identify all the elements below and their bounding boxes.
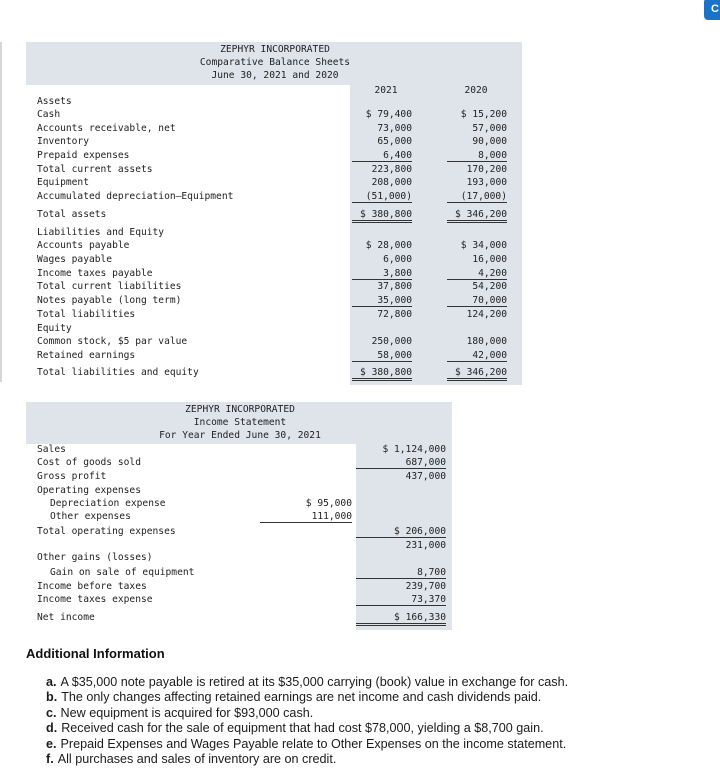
bs-value-2020: 42,000 (447, 349, 507, 362)
item-letter: d. (46, 721, 58, 736)
bs-title-company: ZEPHYR INCORPORATED (220, 44, 330, 55)
bs-value-2021: 58,000 (352, 349, 412, 362)
bs-value-2021: 35,000 (352, 294, 412, 307)
bs-value-2020: 124,200 (466, 309, 507, 320)
is-detail-value: $ 95,000 (305, 498, 352, 509)
is-detail-value (260, 443, 352, 455)
bs-row-label: Common stock, $5 par value (37, 336, 188, 347)
is-detail-value (260, 525, 352, 537)
is-total-value (356, 510, 446, 522)
is-detail-value (260, 539, 352, 551)
is-total-value: $ 206,000 (356, 525, 446, 538)
bs-row-label: Retained earnings (37, 350, 136, 361)
item-text: Received cash for the sale of equipment that had cost $78,000, yielding a $8,700 gain. (61, 721, 544, 736)
left-edge-bar (0, 42, 2, 382)
bs-value-2021 (352, 322, 412, 334)
is-row-label: Cost of goods sold (37, 457, 141, 468)
is-row-label: Gross profit (37, 471, 107, 482)
is-detail-value (260, 470, 352, 482)
is-total-value: 73,370 (356, 593, 446, 606)
bs-value-2021: (51,000) (352, 190, 412, 203)
bs-row-label: Total liabilities and equity (37, 367, 199, 378)
is-row-label: Depreciation expense (50, 498, 166, 509)
bs-row-label: Total liabilities (37, 309, 136, 320)
bs-title-statement: Comparative Balance Sheets (199, 57, 351, 68)
is-row-label: Other expenses (50, 511, 131, 522)
bs-value-2021: 73,000 (377, 123, 412, 134)
bs-value-2020: 16,000 (472, 254, 507, 265)
bs-value-2021: 37,800 (377, 281, 412, 292)
is-row-label: Gain on sale of equipment (50, 567, 195, 578)
corner-button[interactable]: C (704, 0, 720, 20)
bs-value-2021: $ 79,400 (365, 109, 412, 120)
bs-row-label: Equity (37, 323, 72, 334)
bs-year-2021: 2021 (374, 85, 398, 96)
bs-value-2021: 223,800 (371, 164, 412, 175)
item-letter: c. (46, 705, 57, 720)
bs-value-2021 (352, 95, 412, 107)
is-row-label: Income taxes expense (37, 594, 153, 605)
is-detail-value (260, 551, 352, 563)
bs-row-label: Accumulated depreciation—Equipment (37, 191, 234, 202)
item-text: The only changes affecting retained earnings are net income and cash dividends paid. (61, 690, 542, 705)
is-total-value: $ 166,330 (356, 611, 446, 626)
bs-row-label: Liabilities and Equity (37, 227, 165, 238)
additional-info-item (46, 675, 568, 689)
bs-value-2020: $ 34,000 (460, 240, 507, 251)
bs-value-2021: 6,400 (352, 149, 412, 162)
item-letter: f. (46, 752, 54, 766)
bs-value-2021: 72,800 (377, 309, 412, 320)
bs-value-2020: $ 15,200 (460, 109, 507, 120)
bs-value-2020: 193,000 (466, 177, 507, 188)
bs-value-2020: 54,200 (472, 281, 507, 292)
is-total-value: $ 1,124,000 (382, 444, 446, 455)
bs-value-2020 (447, 322, 507, 334)
bs-year-2020: 2020 (464, 85, 488, 96)
bs-row-label: Total current assets (37, 164, 153, 175)
bs-row-label: Total assets (37, 209, 107, 220)
is-title-period: For Year Ended June 30, 2021 (159, 430, 321, 441)
is-title-company: ZEPHYR INCORPORATED (185, 404, 295, 415)
bs-value-2021: 208,000 (371, 177, 412, 188)
is-detail-value (260, 566, 352, 578)
bs-value-2020: 57,000 (472, 123, 507, 134)
is-total-value: 437,000 (405, 471, 446, 482)
bs-value-2020: 8,000 (447, 149, 507, 162)
bs-value-2020: 180,000 (466, 336, 507, 347)
bs-value-2020: (17,000) (447, 190, 507, 203)
bs-value-2021: 65,000 (377, 136, 412, 147)
bs-value-2020: 70,000 (447, 294, 507, 307)
is-row-label: Total operating expenses (37, 526, 176, 537)
item-text: A $35,000 note payable is retired at its $35,000 carrying (book) value in exchange for cash. (60, 675, 569, 689)
item-letter: e. (46, 736, 57, 751)
is-total-value: 8,700 (356, 566, 446, 579)
additional-info-item (46, 690, 541, 704)
bs-value-2021: $ 380,800 (352, 366, 412, 381)
bs-value-2020: $ 346,200 (447, 366, 507, 381)
is-detail-value (260, 484, 352, 496)
bs-value-2021: 3,800 (352, 267, 412, 280)
item-text: New equipment is acquired for $93,000 cash. (60, 705, 314, 720)
is-detail-value (260, 456, 352, 468)
is-total-value (356, 497, 446, 509)
bs-value-2021: $ 380,800 (352, 208, 412, 223)
item-letter: b. (46, 690, 58, 705)
bs-value-2021 (352, 226, 412, 238)
bs-value-2021: 6,000 (383, 254, 412, 265)
item-text: All purchases and sales of inventory are on credit. (57, 752, 337, 766)
additional-info-heading: Additional Information (26, 646, 165, 661)
bs-row-label: Equipment (37, 177, 89, 188)
bs-row-label: Wages payable (37, 254, 113, 265)
item-text: Prepaid Expenses and Wages Payable relate to Other Expenses on the income statement. (60, 736, 567, 751)
bs-row-label: Inventory (37, 136, 89, 147)
additional-info-item (46, 706, 313, 720)
is-detail-value: 111,000 (260, 510, 352, 523)
additional-info-item (46, 737, 566, 751)
bs-value-2021: $ 28,000 (365, 240, 412, 251)
bs-value-2020 (447, 95, 507, 107)
bs-value-2020: 90,000 (472, 136, 507, 147)
is-detail-value (260, 580, 352, 592)
bs-row-label: Prepaid expenses (37, 150, 130, 161)
bs-row-label: Accounts receivable, net (37, 123, 176, 134)
bs-value-2020: $ 346,200 (447, 208, 507, 223)
item-letter: a. (46, 675, 57, 689)
additional-info-item (46, 721, 544, 735)
is-total-value: 687,000 (356, 456, 446, 469)
is-detail-value (260, 593, 352, 605)
is-total-value: 231,000 (405, 540, 446, 551)
bs-value-2020 (447, 226, 507, 238)
is-total-value (356, 484, 446, 496)
bs-title-date: June 30, 2021 and 2020 (211, 70, 339, 81)
is-title-statement: Income Statement (193, 417, 287, 428)
bs-row-label: Accounts payable (37, 240, 130, 251)
bs-value-2020: 170,200 (466, 164, 507, 175)
is-row-label: Operating expenses (37, 485, 141, 496)
is-row-label: Other gains (losses) (37, 552, 153, 563)
bs-row-label: Income taxes payable (37, 268, 153, 279)
bs-row-label: Assets (37, 96, 72, 107)
is-total-value (356, 551, 446, 563)
bs-row-label: Notes payable (long term) (37, 295, 182, 306)
is-row-label: Income before taxes (37, 581, 147, 592)
bs-row-label: Total current liabilities (37, 281, 182, 292)
additional-info-item (46, 752, 336, 766)
is-detail-value (260, 611, 352, 623)
is-total-value: 239,700 (405, 581, 446, 592)
bs-value-2020: 4,200 (447, 267, 507, 280)
bs-value-2021: 250,000 (371, 336, 412, 347)
is-row-label: Sales (37, 444, 66, 455)
bs-row-label: Cash (37, 109, 61, 120)
is-row-label: Net income (37, 612, 95, 623)
